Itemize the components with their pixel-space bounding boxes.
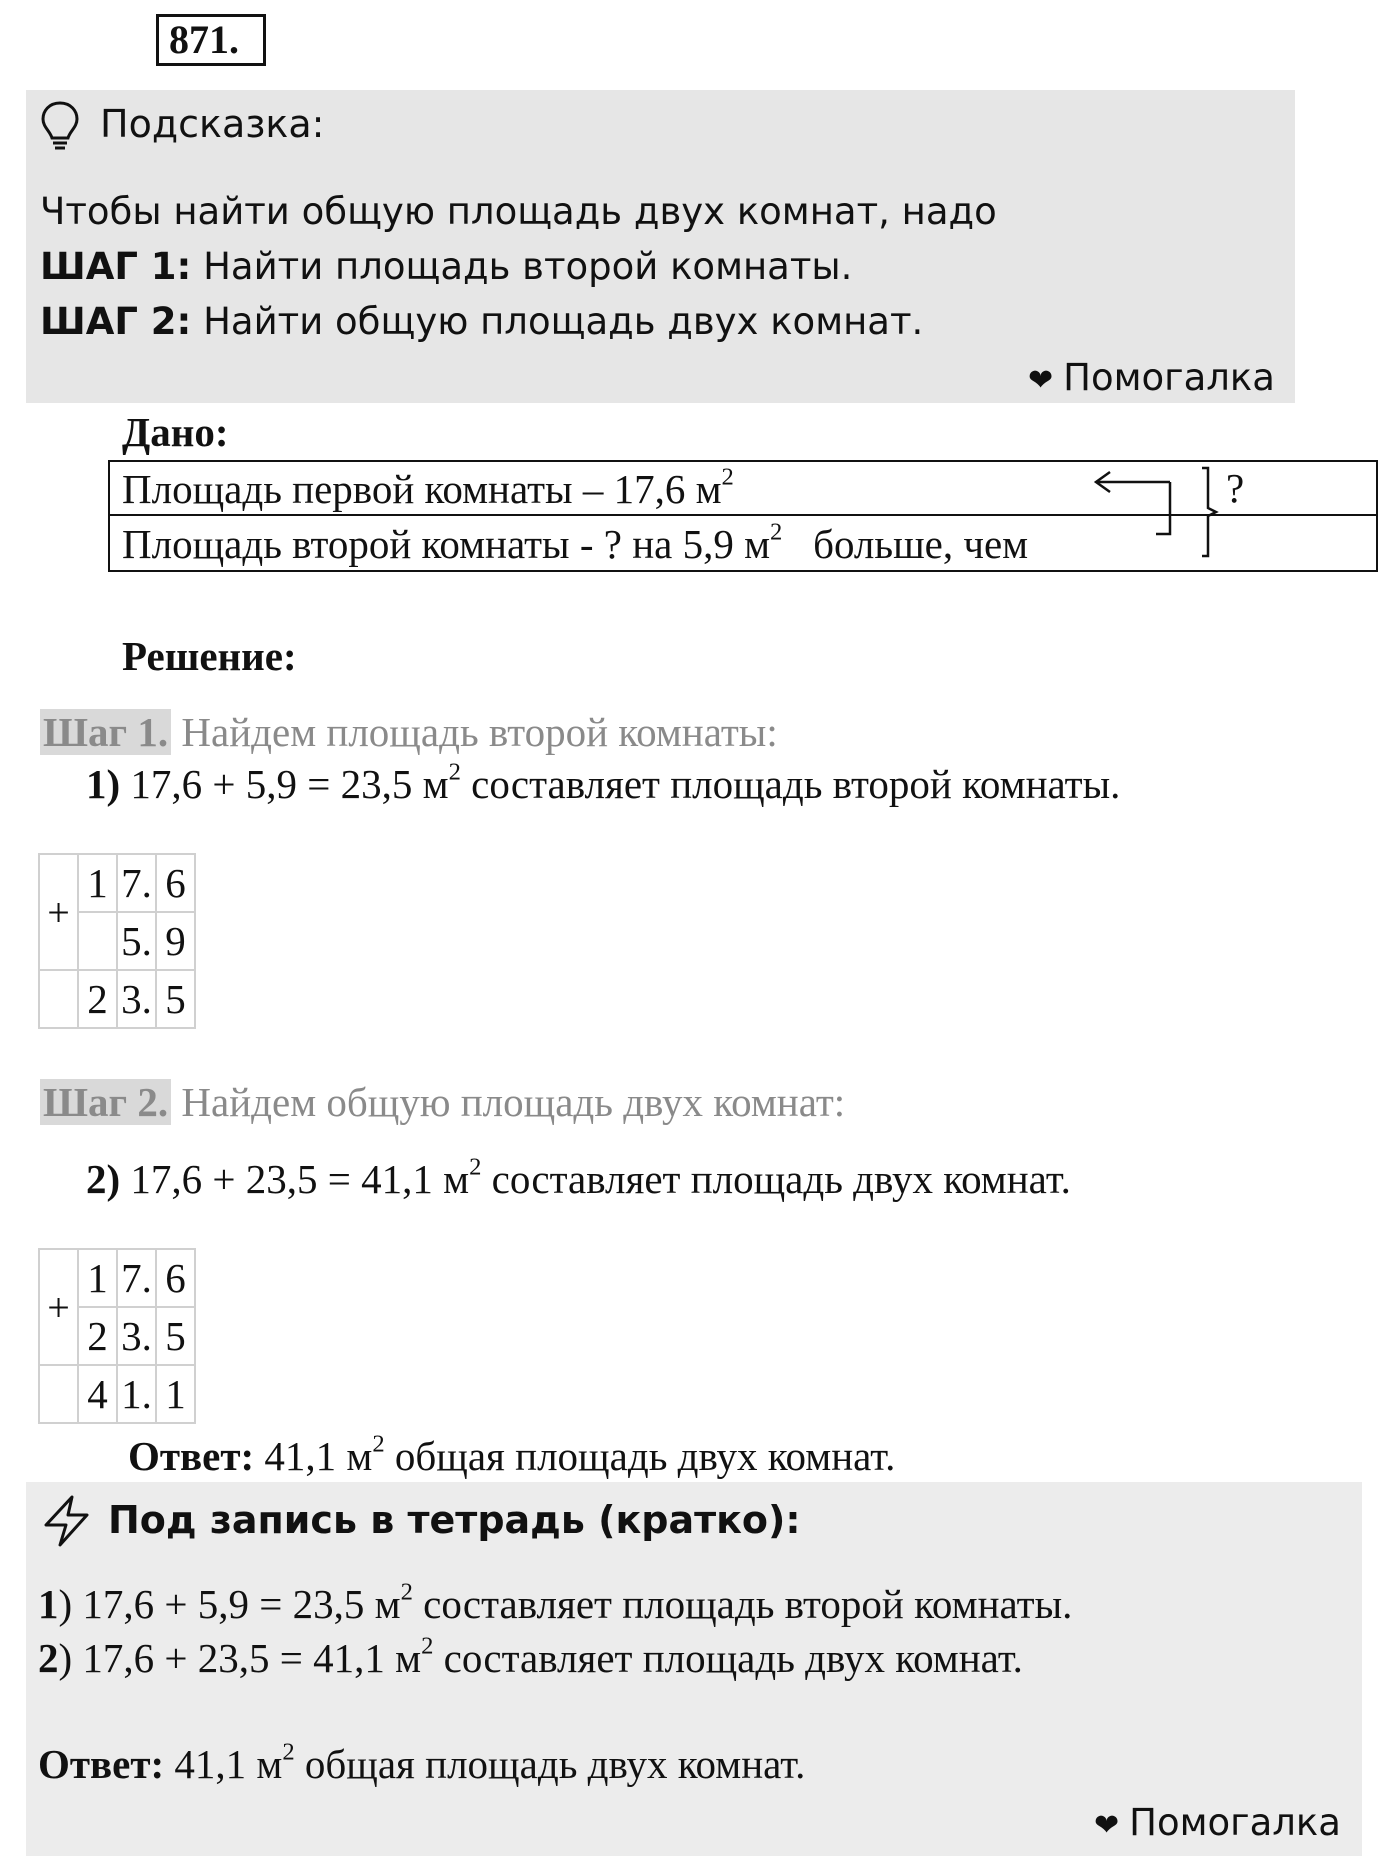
digit-cell: 6 [156,1249,195,1307]
digit-cell: 6 [156,854,195,912]
notebook-line-1 [38,1580,1072,1628]
step-heading-text: Найдем площадь второй комнаты: [181,709,778,755]
answer-rest: общая площадь двух комнат. [394,1433,896,1479]
digit-cell: 1 [156,1365,195,1423]
column-row [39,854,195,912]
sum-line-cell [39,1365,78,1423]
line-sup: 2 [421,1632,434,1660]
heart-icon: ❤ [1028,363,1054,398]
column-row [39,970,195,1028]
hint-step-2 [40,298,923,346]
answer-value: 41,1 м [264,1433,373,1479]
given-row-text [122,519,1028,569]
task-number: 871. [156,14,266,66]
digit-cell: 1. [117,1365,156,1423]
step-2-heading [40,1078,845,1126]
given-sup: 2 [770,518,783,546]
hint-step-1 [40,243,852,291]
answer-label: Ответ: [38,1741,165,1787]
calc-rest: составляет площадь второй комнаты. [471,761,1121,807]
digit-cell: 5 [156,970,195,1028]
line-sup: 2 [400,1578,413,1606]
comparison-arrow-and-brace [1090,462,1230,572]
calc-rest: составляет площадь двух комнат. [491,1156,1071,1202]
calc-expr: 17,6 + 23,5 = 41,1 м [130,1156,470,1202]
column-addition-1 [38,853,196,1029]
digit-cell: 2 [78,1307,117,1365]
plus-sign: + [39,854,78,970]
digit-cell: 1 [78,1249,117,1307]
answer-sup: 2 [282,1738,295,1766]
line-paren: ) [58,1581,73,1627]
line-expr: 17,6 + 23,5 = 41,1 м [82,1635,422,1681]
step-1-heading [40,708,778,756]
digit-cell: 3. [117,1307,156,1365]
digit-cell: 4 [78,1365,117,1423]
digit-cell [78,912,117,970]
hint-title: Подсказка: [100,102,325,146]
lightning-icon [40,1494,94,1548]
column-addition-2 [38,1248,196,1424]
step-label: Шаг 2. [40,1079,171,1125]
column-row [39,1249,195,1307]
notebook-answer [38,1740,805,1788]
given-sup: 2 [721,463,734,491]
line-expr: 17,6 + 5,9 = 23,5 м [82,1581,401,1627]
digit-cell: 5. [117,912,156,970]
digit-cell: 9 [156,912,195,970]
heart-icon: ❤ [1094,1808,1120,1843]
step-label: Шаг 1. [40,709,171,755]
given-text: Площадь второй комнаты - ? на 5,9 м [122,521,771,567]
credit [1028,355,1275,404]
line-rest: составляет площадь двух комнат. [443,1635,1023,1681]
hint-step-text: Найти площадь второй комнаты. [191,245,853,288]
credit-label: Помогалка [1129,1801,1341,1844]
hint-step-label: ШАГ 1: [40,245,192,288]
step-heading-text: Найдем общую площадь двух комнат: [181,1079,846,1125]
digit-cell: 5 [156,1307,195,1365]
credit-label: Помогалка [1063,356,1275,399]
line-index: 2 [38,1635,59,1681]
calc-index: 2) [86,1156,121,1202]
line-index: 1 [38,1581,59,1627]
step-2-calc [86,1155,1071,1203]
hint-intro: Чтобы найти общую площадь двух комнат, надо [40,190,997,233]
hint-step-label: ШАГ 2: [40,300,192,343]
digit-cell: 7. [117,854,156,912]
lightbulb-icon [40,100,80,152]
given-row-text [122,464,734,514]
calc-expr: 17,6 + 5,9 = 23,5 м [130,761,449,807]
plus-sign: + [39,1249,78,1365]
answer-rest: общая площадь двух комнат. [304,1741,806,1787]
step-1-calc [86,760,1120,808]
calc-sup: 2 [448,758,461,786]
sum-line-cell [39,970,78,1028]
line-paren: ) [58,1635,73,1681]
given-text: Площадь первой комнаты – 17,6 м [122,466,722,512]
answer-label: Ответ: [128,1433,255,1479]
notebook-title: Под запись в тетрадь (кратко): [108,1498,801,1542]
solution-title: Решение: [122,633,297,679]
answer-sup: 2 [372,1430,385,1458]
digit-cell: 2 [78,970,117,1028]
given-title: Дано: [122,409,229,455]
column-row [39,1365,195,1423]
given-tail: больше, чем [813,521,1029,567]
line-rest: составляет площадь второй комнаты. [423,1581,1073,1627]
answer [128,1432,895,1480]
hint-step-text: Найти общую площадь двух комнат. [191,300,924,343]
calc-sup: 2 [469,1153,482,1181]
digit-cell: 3. [117,970,156,1028]
question-mark: ? [1226,465,1245,511]
credit [1094,1800,1341,1849]
digit-cell: 1 [78,854,117,912]
answer-value: 41,1 м [174,1741,283,1787]
notebook-line-2 [38,1634,1023,1682]
digit-cell: 7. [117,1249,156,1307]
calc-index: 1) [86,761,121,807]
